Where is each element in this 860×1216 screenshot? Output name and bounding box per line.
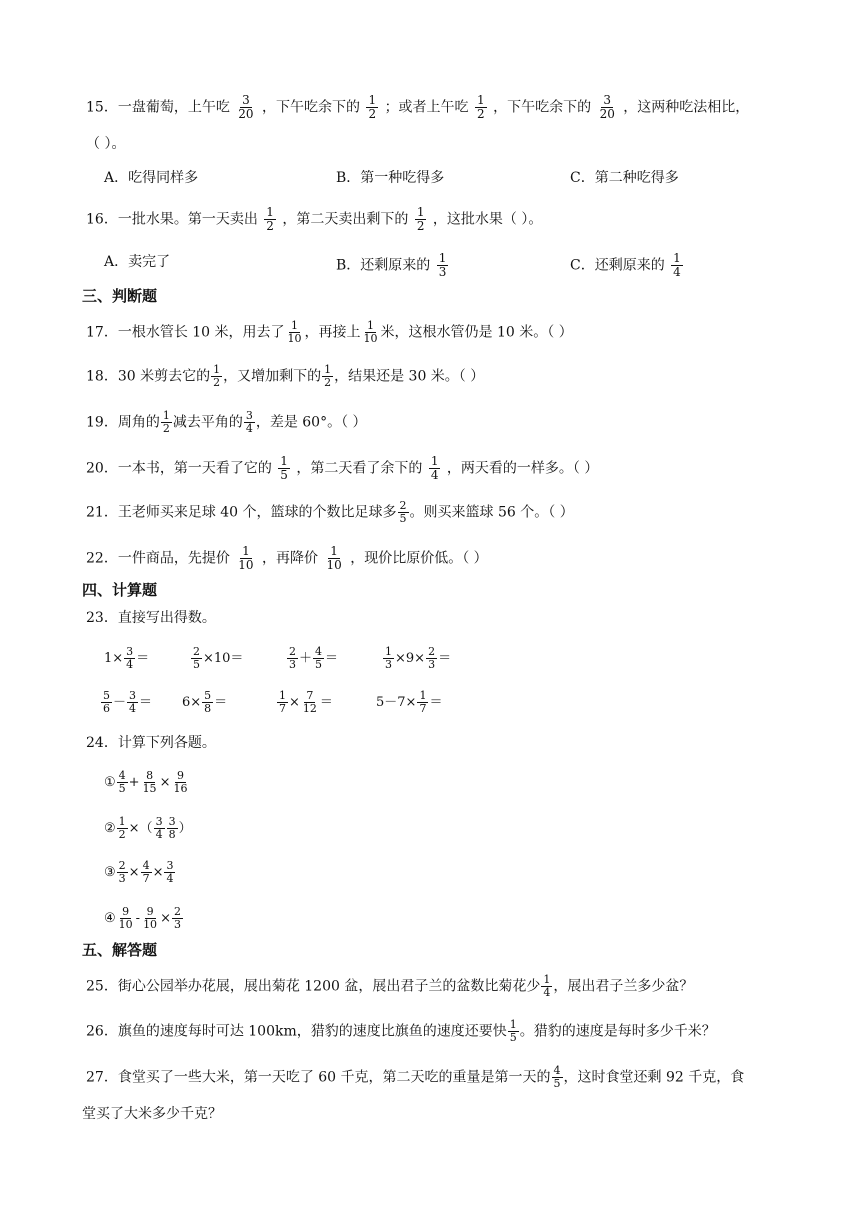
question-19: 19．周角的 $\frac{1}{2}$ 减去平角的 $\frac{3}{4}$ ，差是 60°。（ ） [86, 409, 367, 435]
calc-item: $\frac{5}{6}$ － $\frac{3}{4}$ ＝ [103, 689, 153, 715]
fraction: $\frac{3}{20}$ [238, 93, 254, 121]
fraction: $\frac{1}{4}$ [673, 251, 681, 279]
question-17: 17．一根水管长 10 米，用去了 $\frac{1}{10}$ ，再接上 $\frac{1}{10}$ 米，这根水管仍是 10 米。（ ） [86, 319, 573, 345]
calc-item: $\frac{1}{3}$ ×9× $\frac{2}{3}$ ＝ [385, 645, 452, 671]
expression-3: ③ $\frac{2}{3}$ × $\frac{4}{7}$ × $\frac{3}{4}$ [104, 859, 174, 885]
question-text: ，这批水果（ ）。 [432, 211, 543, 228]
fraction: $\frac{1}{5}$ [509, 1018, 517, 1044]
option-b: B．还剩原来的 $\frac{1}{3}$ [336, 251, 447, 279]
fraction: $\frac{1}{2}$ [416, 205, 425, 233]
question-25: 25．街心公园举办花展，展出菊花 1200 盆，展出君子兰的盆数比菊花少 $\frac{1}{4}$ ，展出君子兰多少盆？ [86, 973, 694, 999]
section-heading: 三、判断题 [82, 287, 158, 305]
question-18: 18．30 米剪去它的 $\frac{1}{2}$ ，又增加剩下的 $\frac{1}{2}$ ，结果还是 30 米。（ ） [86, 363, 485, 389]
expression-4: ④ $\frac{9}{10}$ - $\frac{9}{10}$ × $\frac{2}{3}$ [104, 905, 181, 931]
question-23: 23．直接写出得数。 [86, 610, 216, 626]
fraction: $\frac{1}{2}$ [266, 205, 274, 233]
fraction: $\frac{1}{10}$ [287, 319, 302, 345]
calc-item: 1× $\frac{3}{4}$ ＝ [104, 645, 150, 671]
question-text: ，这两种吃法相比， [623, 99, 750, 116]
question-15 [86, 94, 749, 121]
fraction: $\frac{2}{5}$ [399, 499, 407, 525]
fraction: $\frac{1}{2}$ [324, 363, 332, 389]
fraction: $\frac{1}{2}$ [477, 93, 485, 121]
fraction: $\frac{4}{5}$ [553, 1064, 561, 1090]
fraction: $\frac{3}{4}$ [245, 409, 253, 435]
expression-1: ① $\frac{4}{5}$ + $\frac{8}{15}$ × $\frac{9}{16}$ [104, 769, 188, 795]
option-a: A．吃得同样多 [104, 170, 199, 186]
question-number: 15． [86, 99, 118, 116]
section-heading: 四、计算题 [82, 581, 158, 599]
question-20: 20．一本书，第一天看了它的 $\frac{1}{5}$ ，第二天看了余下的 $\frac{1}{4}$ ，两天看的一样多。（ ） [86, 454, 599, 482]
question-text: ；或者上午吃 [384, 99, 469, 116]
fraction: $\frac{3}{20}$ [599, 93, 615, 121]
question-27: 27．食堂买了一些大米，第一天吃了 60 千克，第二天吃的重量是第一天的 $\frac{4}{5}$ ，这时食堂还剩 92 千克，食 [86, 1064, 745, 1090]
question-text: ，下午吃余下的 [493, 99, 592, 116]
question-text: ，第二天卖出剩下的 [282, 211, 409, 228]
answer-blank: （ ）。 [86, 136, 126, 152]
question-text: 一批水果。第一天卖出 [117, 211, 258, 228]
calc-item: 6× $\frac{5}{8}$ ＝ [182, 689, 228, 715]
question-16 [86, 206, 542, 233]
fraction: $\frac{1}{2}$ [162, 409, 170, 435]
option-c: C．第二种吃得多 [570, 170, 679, 186]
fraction: $\frac{1}{5}$ [280, 454, 288, 482]
question-text: 一盘葡萄，上午吃 [117, 99, 230, 116]
section-heading: 五、解答题 [82, 941, 158, 959]
question-21: 21．王老师买来足球 40 个，篮球的个数比足球多 $\frac{2}{5}$ 。则买来篮球 56 个。（ ） [86, 499, 574, 525]
fraction: $\frac{1}{2}$ [213, 363, 221, 389]
fraction: $\frac{1}{3}$ [438, 251, 447, 279]
question-text: ，下午吃余下的 [262, 99, 361, 116]
question-number: 16． [86, 211, 118, 228]
question-27-continued: 堂买了大米多少千克？ [82, 1106, 222, 1122]
fraction: $\frac{1}{4}$ [430, 454, 439, 482]
option-a: A．卖完了 [104, 254, 171, 270]
fraction: $\frac{1}{10}$ [326, 544, 342, 572]
fraction: $\frac{1}{4}$ [543, 973, 551, 999]
option-c: C．还剩原来的 $\frac{1}{4}$ [570, 251, 681, 279]
calc-item: 5－7× $\frac{1}{7}$ ＝ [376, 689, 443, 715]
question-24: 24．计算下列各题。 [86, 735, 216, 751]
calc-item: $\frac{2}{3}$ ＋ $\frac{4}{5}$ ＝ [289, 645, 339, 671]
fraction: $\frac{1}{2}$ [368, 93, 377, 121]
option-b: B．第一种吃得多 [336, 170, 445, 186]
fraction: $\frac{1}{10}$ [238, 544, 254, 572]
question-26: 26．旗鱼的速度每时可达 100km，猎豹的速度比旗鱼的速度还要快 $\frac{1}{5}$ 。猎豹的速度是每时多少千米？ [86, 1018, 716, 1044]
fraction: $\frac{1}{10}$ [363, 319, 378, 345]
question-22: 22．一件商品，先提价 $\frac{1}{10}$ ，再降价 $\frac{1}{10}$ ，现价比原价低。（ ） [86, 544, 488, 572]
expression-2: ② $\frac{1}{2}$ ×（ $\frac{3}{4}$ $\frac{3}{8}$ ） [104, 815, 192, 841]
calc-item: $\frac{2}{5}$ ×10＝ [193, 645, 244, 671]
calc-item: $\frac{1}{7}$ × $\frac{7}{12}$ ＝ [279, 689, 333, 715]
